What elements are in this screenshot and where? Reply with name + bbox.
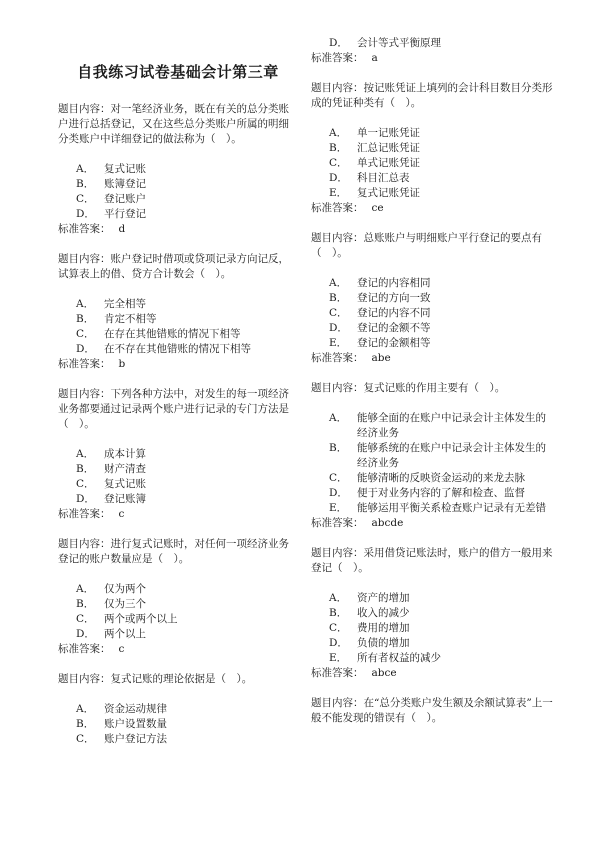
answer-value: ce: [371, 202, 384, 214]
option-text: 登记的金额不等: [357, 322, 431, 334]
option-key: A．: [76, 448, 95, 460]
option-key: B．: [76, 718, 95, 730]
option-item: [311, 441, 555, 471]
option-text: 所有者权益的减少: [357, 652, 441, 664]
option-key: C．: [76, 733, 95, 745]
question-stem: 题目内容：复式记账的理论依据是（ ）。: [58, 673, 253, 685]
option-key: B．: [76, 313, 95, 325]
option-key: A．: [329, 127, 348, 139]
option-key: A．: [329, 592, 348, 604]
right-question-list: [311, 81, 555, 726]
option-item: [58, 597, 298, 612]
question-block: [58, 102, 298, 237]
option-text: 账簿登记: [104, 178, 146, 190]
option-key: A．: [76, 298, 95, 310]
option-text: 肯定不相等: [104, 313, 157, 325]
option-text: 在存在其他错账的情况下相等: [104, 328, 241, 340]
standard-answer: [311, 51, 555, 66]
option-key: A．: [76, 583, 95, 595]
option-text: 能够清晰的反映资金运动的来龙去脉: [357, 472, 525, 484]
right-column: [311, 0, 555, 741]
option-list: [311, 126, 555, 201]
option-text: 资金运动规律: [104, 703, 167, 715]
option-text: 完全相等: [104, 298, 146, 310]
answer-label: 标准答案：: [311, 352, 364, 364]
option-key: D．: [329, 322, 348, 334]
option-item: [311, 276, 555, 291]
option-text: 能够运用平衡关系检查账户记录有无差错: [357, 502, 546, 514]
option-item: [311, 471, 555, 486]
answer-value: d: [118, 223, 126, 235]
standard-answer: [58, 507, 298, 522]
question-block: [311, 81, 555, 216]
option-text: 两个或两个以上: [104, 613, 178, 625]
answer-label: 标准答案：: [311, 52, 364, 64]
option-text: 费用的增加: [357, 622, 410, 634]
question-stem: 题目内容：按记账凭证上填列的会计科目数目分类形成的凭证种类有（ ）。: [311, 82, 553, 109]
option-item: [58, 177, 298, 192]
option-text: 便于对业务内容的了解和检查、监督: [357, 487, 525, 499]
option-key: D．: [329, 637, 348, 649]
option-item: [311, 621, 555, 636]
option-key: D．: [329, 172, 348, 184]
question-stem: 题目内容：总账账户与明细账户平行登记的要点有（ ）。: [311, 232, 542, 259]
option-key: B．: [76, 178, 95, 190]
option-key: E．: [329, 502, 348, 514]
option-key: A．: [76, 163, 95, 175]
question-block: [311, 381, 555, 531]
question-stem: 题目内容：进行复式记账时，对任何一项经济业务登记的账户数量应是（ ）。: [58, 538, 289, 565]
option-text: 收入的减少: [357, 607, 410, 619]
option-text: 登记账户: [104, 193, 146, 205]
standard-answer: [311, 666, 555, 681]
answer-value: abce: [371, 667, 397, 679]
option-text: 单一记账凭证: [357, 127, 420, 139]
option-item: [311, 321, 555, 336]
option-key: C．: [76, 193, 95, 205]
option-item: [311, 291, 555, 306]
option-list: [58, 447, 298, 507]
option-key: C．: [329, 472, 348, 484]
option-key: D．: [329, 37, 348, 49]
option-item: [311, 411, 555, 441]
page-title: 自我练习试卷基础会计第三章: [77, 63, 279, 81]
option-item: [58, 342, 298, 357]
question-block: [311, 546, 555, 681]
option-item: [311, 486, 555, 501]
option-text: 复式记账: [104, 478, 146, 490]
question-block: [311, 696, 555, 726]
option-text: 复式记账凭证: [357, 187, 420, 199]
option-item: [311, 606, 555, 621]
option-text: 资产的增加: [357, 592, 410, 604]
option-key: C．: [76, 613, 95, 625]
answer-label: 标准答案：: [58, 223, 111, 235]
option-key: B．: [329, 607, 348, 619]
option-list: [311, 591, 555, 666]
option-item: [311, 141, 555, 156]
option-list: [58, 162, 298, 222]
option-item: [311, 156, 555, 171]
option-list: [58, 582, 298, 642]
question-block: [58, 672, 298, 747]
option-key: E．: [329, 652, 348, 664]
question-stem: 题目内容：采用借贷记账法时，账户的借方一般用来登记（ ）。: [311, 547, 553, 574]
option-item: [58, 312, 298, 327]
option-text: 登记账簿: [104, 493, 146, 505]
question-stem: 题目内容：对一笔经济业务，既在有关的总分类账户进行总括登记，又在这些总分类账户所属的明细分类账户中详细登记的做法称为（ ）。: [58, 103, 289, 145]
answer-value: b: [118, 358, 126, 370]
option-item: [311, 336, 555, 351]
option-key: D．: [76, 343, 95, 355]
option-text: 仅为两个: [104, 583, 146, 595]
standard-answer: [311, 201, 555, 216]
option-key: A．: [329, 412, 348, 424]
option-item: [58, 162, 298, 177]
question-block: [58, 537, 298, 657]
standard-answer: [58, 222, 298, 237]
question-stem: 题目内容：在“总分类账户发生额及余额试算表”上一般不能发现的错误有（ ）。: [311, 697, 553, 724]
answer-value: abcde: [371, 517, 404, 529]
option-key: B．: [329, 292, 348, 304]
standard-answer: [58, 642, 298, 657]
option-text: 汇总记账凭证: [357, 142, 420, 154]
option-key: D．: [76, 208, 95, 220]
option-text: 登记的内容不同: [357, 307, 431, 319]
option-text: 财产清查: [104, 463, 146, 475]
answer-label: 标准答案：: [311, 202, 364, 214]
answer-value: abe: [371, 352, 391, 364]
option-key: D．: [76, 628, 95, 640]
option-item: [58, 492, 298, 507]
option-text: 在不存在其他错账的情况下相等: [104, 343, 251, 355]
option-item: [58, 447, 298, 462]
answer-value: c: [118, 643, 125, 655]
option-text: 复式记账: [104, 163, 146, 175]
option-key: C．: [329, 307, 348, 319]
left-question-list: [58, 102, 298, 747]
option-text: 会计等式平衡原理: [357, 37, 441, 49]
option-text: 两个以上: [104, 628, 146, 640]
option-item: [58, 612, 298, 627]
option-list: [311, 276, 555, 351]
option-item: [58, 207, 298, 222]
option-list: [58, 297, 298, 357]
option-item: [311, 186, 555, 201]
option-text: 仅为三个: [104, 598, 146, 610]
option-list: [58, 702, 298, 747]
answer-label: 标准答案：: [311, 517, 364, 529]
option-key: E．: [329, 337, 348, 349]
answer-value: a: [371, 52, 378, 64]
option-item: [311, 501, 555, 516]
standard-answer: [311, 351, 555, 366]
option-item: [58, 462, 298, 477]
standard-answer: [58, 357, 298, 372]
option-text: 科目汇总表: [357, 172, 410, 184]
question-block: [58, 387, 298, 522]
option-key: B．: [76, 463, 95, 475]
option-text: 负债的增加: [357, 637, 410, 649]
answer-label: 标准答案：: [311, 667, 364, 679]
answer-value: c: [118, 508, 125, 520]
option-text: 登记的方向一致: [357, 292, 431, 304]
answer-label: 标准答案：: [58, 358, 111, 370]
answer-label: 标准答案：: [58, 643, 111, 655]
question-stem: 题目内容：账户登记时借项或贷项记录方向记反，试算表上的借、贷方合计数会（ ）。: [58, 253, 289, 280]
question-stem: 题目内容：复式记账的作用主要有（ ）。: [311, 382, 506, 394]
option-text: 能够全面的在账户中记录会计主体发生的经济业务: [357, 412, 546, 439]
option-key: C．: [76, 328, 95, 340]
option-key: C．: [329, 622, 348, 634]
option-text: 单式记账凭证: [357, 157, 420, 169]
option-item: [58, 717, 298, 732]
answer-label: 标准答案：: [58, 508, 111, 520]
option-item: [58, 582, 298, 597]
option-text: 成本计算: [104, 448, 146, 460]
option-key: E．: [329, 187, 348, 199]
option-key: B．: [329, 442, 348, 454]
option-item: [311, 636, 555, 651]
option-item: [58, 732, 298, 747]
option-key: C．: [329, 157, 348, 169]
option-item: [311, 306, 555, 321]
option-item: [58, 477, 298, 492]
option-item: [58, 327, 298, 342]
option-list: [311, 411, 555, 516]
option-item: [311, 591, 555, 606]
option-text: 账户设置数量: [104, 718, 167, 730]
question-stem: 题目内容：下列各种方法中，对发生的每一项经济业务都要通过记录两个账户进行记录的专门方法是（ ）。: [58, 388, 289, 430]
option-key: B．: [76, 598, 95, 610]
option-text: 平行登记: [104, 208, 146, 220]
standard-answer: [311, 516, 555, 531]
question-block: [58, 252, 298, 372]
option-key: B．: [329, 142, 348, 154]
option-item: [58, 192, 298, 207]
option-text: 登记的金额相等: [357, 337, 431, 349]
option-key: D．: [76, 493, 95, 505]
option-key: A．: [76, 703, 95, 715]
option-key: D．: [329, 487, 348, 499]
option-item: [58, 627, 298, 642]
option-item: [58, 702, 298, 717]
option-key: C．: [76, 478, 95, 490]
option-item: [311, 126, 555, 141]
continued-option: [311, 36, 555, 51]
option-item: [58, 297, 298, 312]
option-key: A．: [329, 277, 348, 289]
option-text: 能够系统的在账户中记录会计主体发生的经济业务: [357, 442, 546, 469]
question-block: [311, 231, 555, 366]
option-text: 账户登记方法: [104, 733, 167, 745]
left-column: [58, 0, 298, 762]
option-item: [311, 171, 555, 186]
option-item: [311, 651, 555, 666]
option-text: 登记的内容相同: [357, 277, 431, 289]
